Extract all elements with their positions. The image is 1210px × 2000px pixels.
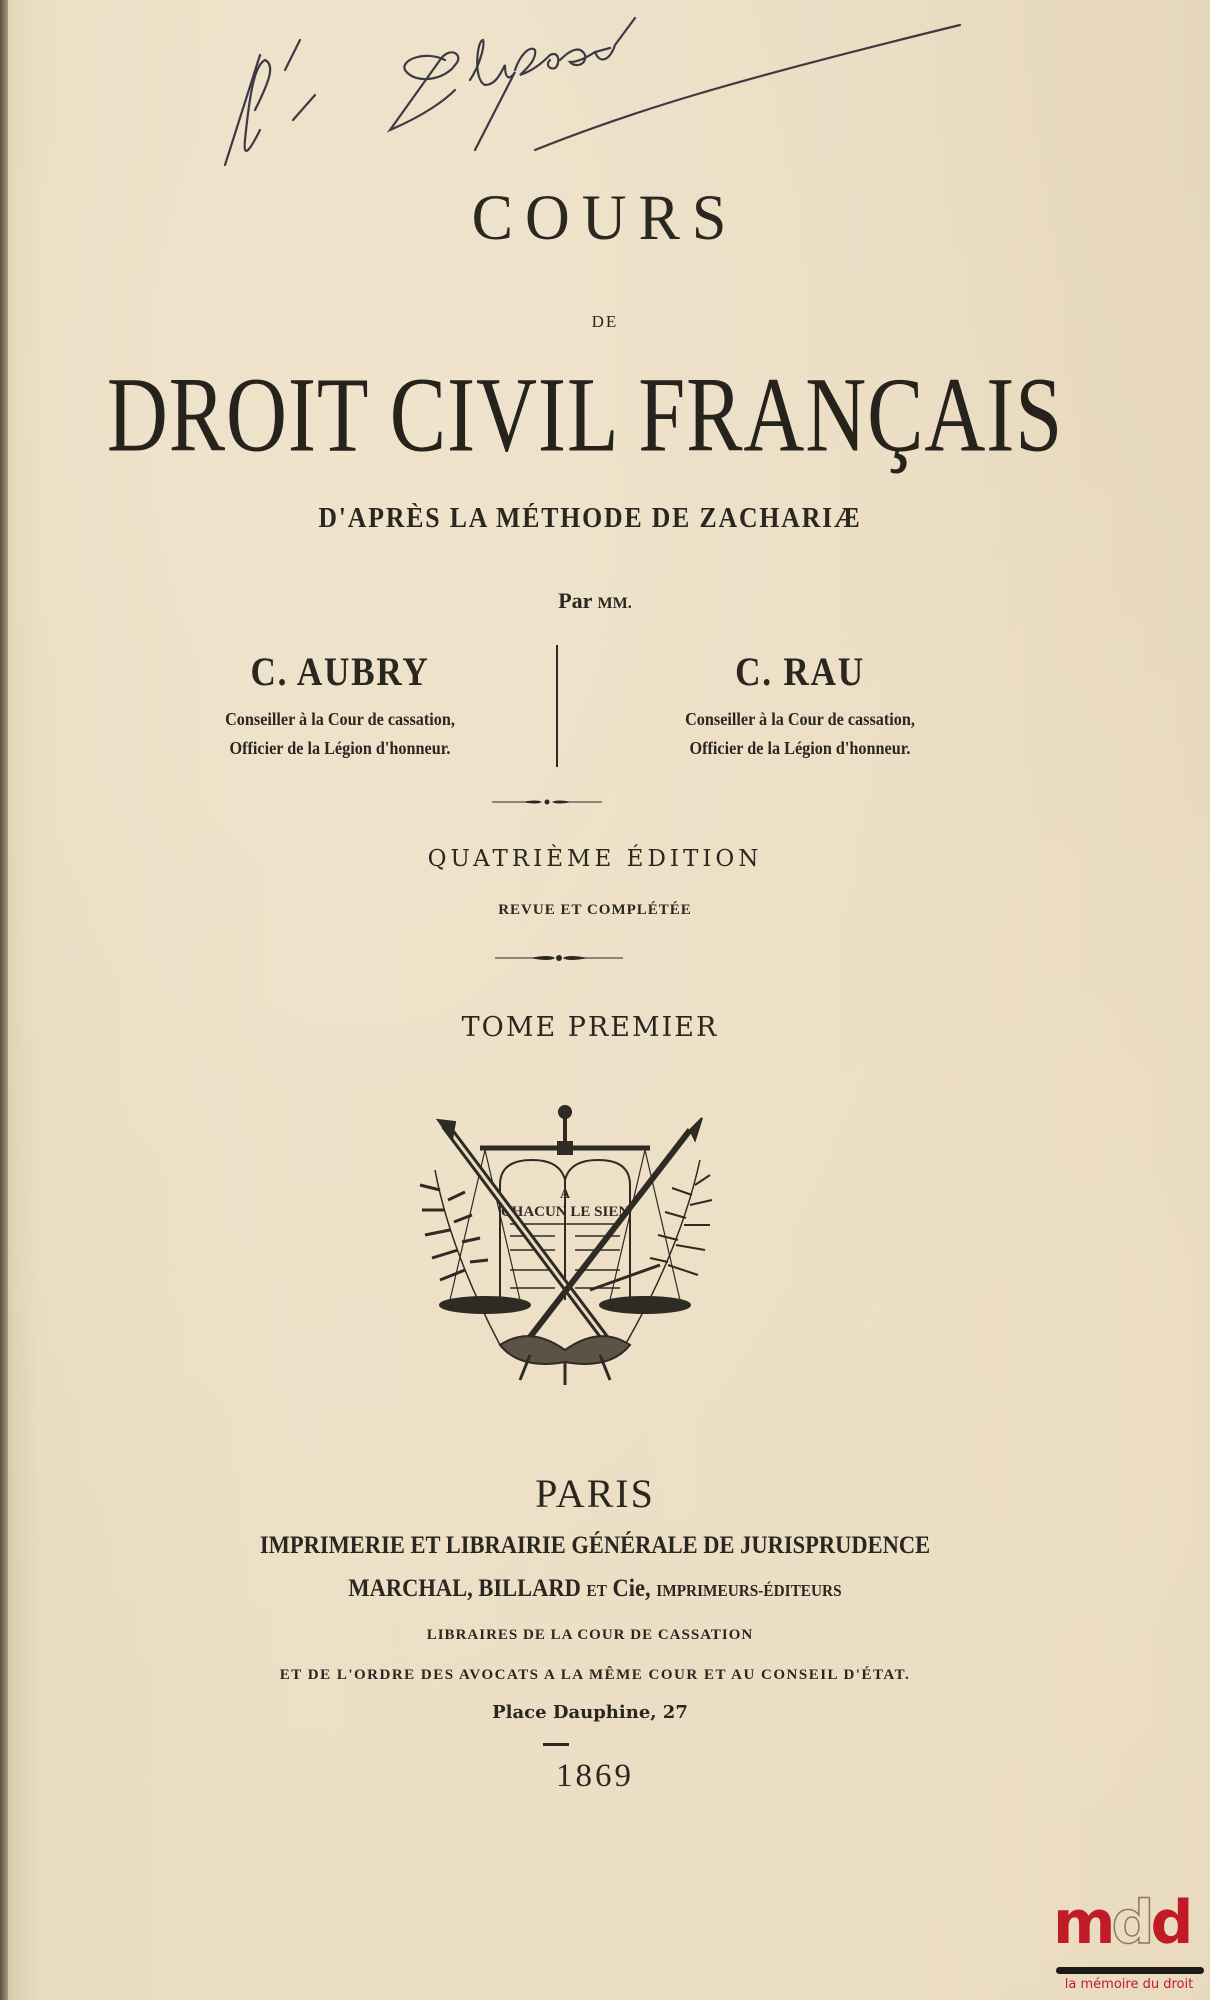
imprint-city: PARIS [535, 1471, 655, 1516]
author-role-line1: Conseiller à la Cour de cassation, [685, 709, 915, 729]
title-line-cours: COURS [471, 182, 739, 254]
edition-note: REVUE ET COMPLÉTÉE [498, 902, 692, 918]
edition-label: QUATRIÈME ÉDITION [427, 846, 763, 872]
ornamental-rule-icon [495, 953, 623, 963]
publisher-role: IMPRIMEURS-ÉDITEURS [656, 1581, 842, 1600]
logo-wordmark [1053, 1888, 1189, 1958]
publisher-names: MARCHAL, BILLARD [348, 1575, 581, 1602]
author-rau [610, 648, 990, 763]
title-connector: DE [591, 312, 619, 331]
by-prefix: Par [558, 588, 593, 613]
book-spine-edge [0, 0, 8, 2000]
imprint-publisher [51, 1575, 1140, 1603]
main-title: DROIT CIVIL FRANÇAIS [106, 354, 1064, 475]
publisher-et: ET [586, 1581, 607, 1600]
logo-tagline: la mémoire du droit [1064, 1977, 1194, 1992]
author-name: C. AUBRY [250, 649, 430, 694]
publisher-cie: Cie, [612, 1575, 651, 1602]
logo-letter-d-outline: d [1111, 1888, 1151, 1958]
logo-letter-d: d [1150, 1888, 1190, 1958]
mdd-watermark-logo [1048, 1888, 1208, 1998]
logo-letter-m: m [1053, 1888, 1112, 1958]
volume-label: TOME PREMIER [461, 1012, 719, 1043]
author-name: C. RAU [735, 649, 865, 694]
subtitle: D'APRÈS LA MÉTHODE DE ZACHARIÆ [318, 503, 862, 534]
svg-text:A: A [559, 1187, 571, 1202]
imprint-address: Place Dauphine, 27 [492, 1702, 688, 1723]
logo-bar [1056, 1967, 1204, 1974]
imprint-printer: IMPRIMERIE ET LIBRAIRIE GÉNÉRALE DE JURISPRUDENCE [259, 1532, 931, 1559]
year-rule [543, 1743, 569, 1746]
by-line [0, 588, 1200, 614]
handwritten-signature [215, 10, 975, 170]
authors-divider [556, 645, 558, 767]
author-role-line1: Conseiller à la Cour de cassation, [225, 709, 455, 729]
author-role-line2: Officier de la Légion d'honneur. [229, 738, 451, 758]
author-role-line2: Officier de la Légion d'honneur. [689, 738, 911, 758]
ornamental-rule-icon [492, 797, 602, 807]
imprint-booksellers-line1: LIBRAIRES DE LA COUR DE CASSATION [426, 1627, 754, 1643]
imprint-booksellers-line2: ET DE L'ORDRE DES AVOCATS A LA MÊME COUR ET AU CONSEIL D'ÉTAT. [279, 1667, 911, 1683]
publication-year: 1869 [556, 1758, 634, 1794]
by-suffix: MM. [597, 595, 632, 612]
svg-text:CHACUN LE SIEN: CHACUN LE SIEN [500, 1204, 630, 1220]
author-aubry [140, 648, 540, 763]
justice-scales-emblem-icon [410, 1100, 720, 1390]
